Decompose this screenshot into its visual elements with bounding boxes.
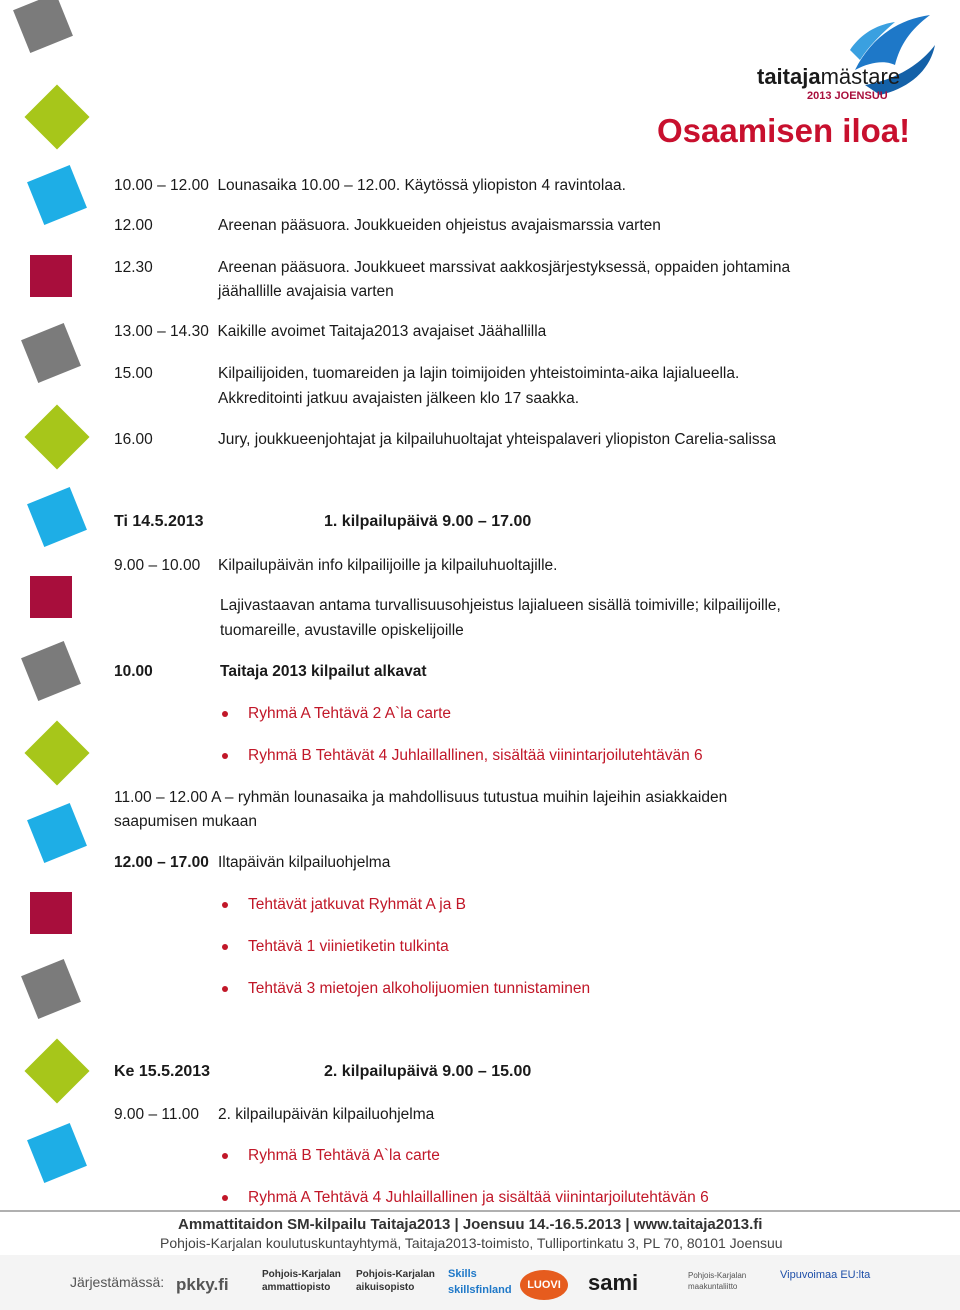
schedule-row: [114, 322, 546, 342]
grey-square-shape: [21, 323, 81, 383]
schedule-text: Areenan pääsuora. Joukkueiden ohjeistus avajaismarssia varten: [218, 217, 661, 234]
list-item: Ryhmä A Tehtävä 2 A`la carte: [248, 705, 452, 722]
cyan-square-shape: [27, 165, 87, 225]
bullet-icon: [222, 753, 228, 759]
taitaja-logo: [655, 10, 945, 155]
schedule-time: 12.30: [114, 259, 153, 276]
schedule-row: [114, 176, 626, 196]
sponsor-logo: sami: [588, 1270, 639, 1295]
cyan-square-shape: [27, 803, 87, 863]
schedule-text: Iltapäivän kilpailuohjelma: [218, 854, 391, 871]
footer-divider: [0, 1210, 960, 1212]
schedule-text: Areenan pääsuora. Joukkueet marssivat aakkosjärjestyksessä, oppaiden johtamina: [218, 259, 791, 276]
bullet-icon: [222, 944, 228, 950]
schedule-time: 12.00 – 17.00: [114, 854, 209, 871]
bullet-icon: [222, 711, 228, 717]
footer-line2: Pohjois-Karjalan koulutuskuntayhtymä, Taitaja2013-toimisto, Tulliportinkatu 3, PL 70, 80101 Joensuu: [160, 1235, 783, 1251]
lime-diamond-shape: [24, 720, 89, 785]
sponsor-logo: Pohjois-Karjalan ammattiopisto: [262, 1269, 341, 1293]
grey-square-shape: [13, 0, 73, 53]
bullet-icon: [222, 902, 228, 908]
list-item: Tehtävä 3 mietojen alkoholijuomien tunnistaminen: [248, 980, 591, 997]
footer: [0, 1208, 960, 1310]
lime-diamond-shape: [24, 1038, 89, 1103]
schedule-text: Akkreditointi jatkuu avajaisten jälkeen klo 17 saakka.: [218, 390, 580, 407]
cyan-square-shape: [27, 1123, 87, 1183]
sponsor-logo: pkky.fi: [176, 1275, 229, 1294]
lime-diamond-shape: [24, 84, 89, 149]
sponsor-logo: Pohjois-Karjalan aikuisopisto: [356, 1269, 435, 1293]
organizer-label: Järjestämässä:: [70, 1274, 165, 1290]
schedule-text: Kilpailupäivän info kilpailijoille ja kilpailuhuoltajille.: [218, 557, 558, 574]
schedule-text: Taitaja 2013 kilpailut alkavat: [220, 663, 427, 680]
sponsor-logo: Pohjois-Karjalan maakuntaliitto: [688, 1271, 747, 1291]
list-item: Tehtävät jatkuvat Ryhmät A ja B: [248, 896, 466, 913]
schedule-time: 13.00 – 14.30: [114, 323, 209, 340]
bullet-icon: [222, 986, 228, 992]
bullet-icon: [222, 1195, 228, 1201]
logo-subtitle: 2013 JOENSUU: [807, 90, 888, 102]
list-item: Ryhmä A Tehtävä 4 Juhlaillallinen ja sisältää viinintarjoilutehtävän 6: [248, 1189, 709, 1206]
cyan-square-shape: [27, 487, 87, 547]
red-square-shape: [30, 576, 72, 618]
list-item: Ryhmä B Tehtävä A`la carte: [248, 1147, 440, 1164]
lime-diamond-shape: [24, 404, 89, 469]
bullet-icon: [222, 1153, 228, 1159]
sponsor-logo: Skills skillsfinland: [448, 1268, 512, 1296]
schedule-time: 10.00: [114, 663, 153, 680]
schedule-text: Kaikille avoimet Taitaja2013 avajaiset Jäähallilla: [217, 323, 547, 340]
schedule-time: 12.00: [114, 217, 153, 234]
red-square-shape: [30, 255, 72, 297]
day2-date: Ke 15.5.2013: [114, 1063, 211, 1080]
schedule-text: Lounasaika 10.00 – 12.00. Käytössä yliopiston 4 ravintolaa.: [217, 177, 626, 194]
schedule-time: 10.00 – 12.00: [114, 177, 209, 194]
footer-line1: Ammattitaidon SM-kilpailu Taitaja2013 | Joensuu 14.-16.5.2013 | www.taitaja2013.fi: [178, 1216, 763, 1233]
schedule-text: Kilpailijoiden, tuomareiden ja lajin toimijoiden yhteistoiminta-aika lajialueella.: [218, 365, 740, 382]
lunch-text: 11.00 – 12.00 A – ryhmän lounasaika ja mahdollisuus tutustua muihin lajeihin asiakkaiden: [114, 789, 728, 806]
schedule-time: 9.00 – 11.00: [114, 1106, 200, 1123]
safety-text: Lajivastaavan antama turvallisuusohjeistus lajialueen sisällä toimiville; kilpailijoille,: [220, 597, 781, 614]
grey-square-shape: [21, 959, 81, 1019]
schedule-time: 9.00 – 10.00: [114, 557, 201, 574]
logo-text-a: taitaja: [757, 64, 821, 89]
grey-square-shape: [21, 641, 81, 701]
schedule-time: 15.00: [114, 365, 153, 382]
safety-text: tuomareille, avustaville opiskelijoille: [220, 622, 464, 639]
lunch-text: saapumisen mukaan: [114, 813, 258, 830]
sponsor-logo: LUOVI: [520, 1270, 568, 1300]
schedule-text: 2. kilpailupäivän kilpailuohjelma: [218, 1106, 435, 1123]
schedule-text: Jury, joukkueenjohtajat ja kilpailuhuoltajat yhteispalaveri yliopiston Carelia-salissa: [218, 431, 777, 448]
day1-title: 1. kilpailupäivä 9.00 – 17.00: [324, 513, 532, 530]
schedule-time: 16.00: [114, 431, 153, 448]
list-item: Tehtävä 1 viinietiketin tulkinta: [248, 938, 449, 955]
list-item: Ryhmä B Tehtävät 4 Juhlaillallinen, sisältää viinintarjoilutehtävän 6: [248, 747, 703, 764]
red-square-shape: [30, 892, 72, 934]
logo-text-b: mästare: [820, 64, 901, 89]
schedule-text: jäähallille avajaisia varten: [218, 283, 394, 300]
slogan: Osaamisen iloa!: [657, 112, 911, 149]
day1-date: Ti 14.5.2013: [114, 513, 204, 530]
sponsor-logo: Vipuvoimaa EU:lta: [780, 1269, 871, 1281]
day2-title: 2. kilpailupäivä 9.00 – 15.00: [324, 1063, 532, 1080]
